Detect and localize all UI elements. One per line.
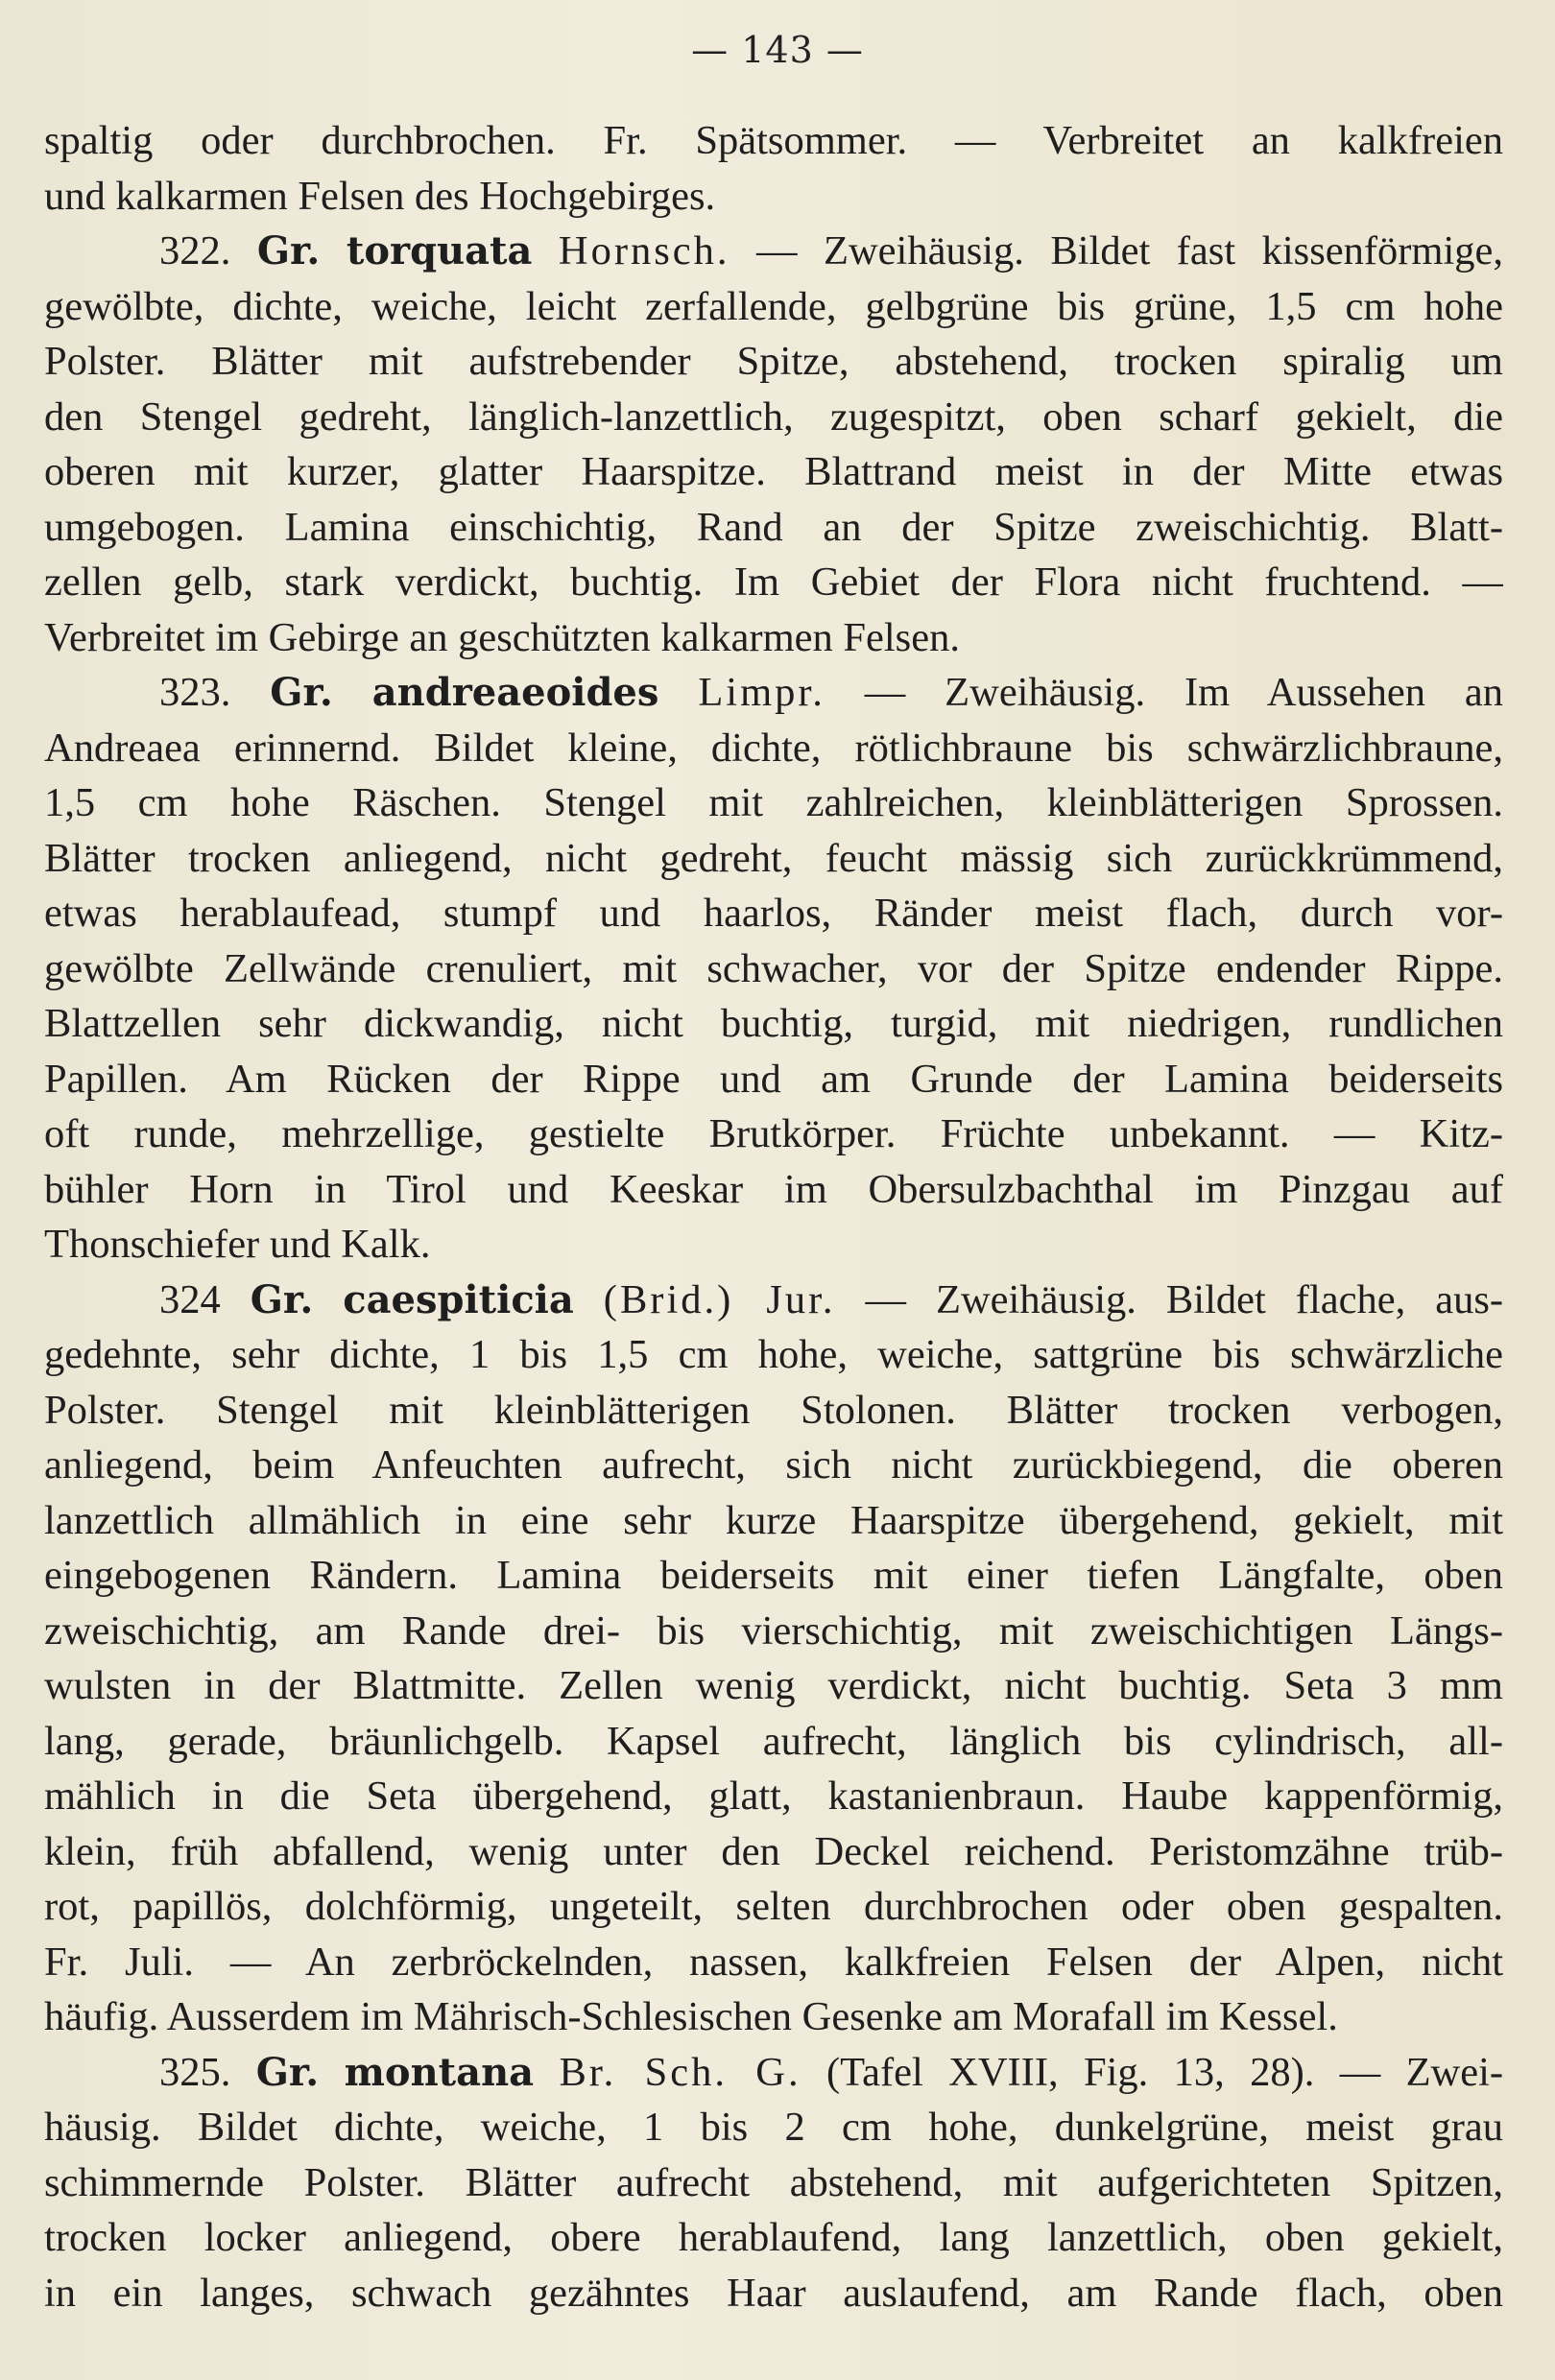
species-heading-line — [44, 1273, 1503, 1328]
species-epithet: torquata — [346, 228, 533, 274]
text-line: mählich in die Seta übergehend, glatt, kastanienbraun. Haube kappenförmig, — [44, 1773, 1503, 1819]
text-block — [44, 113, 1503, 2320]
genus-abbrev: Gr. — [250, 1276, 314, 1322]
text-line: Andreaea erinnernd. Bildet kleine, dichte, rötlichbraune bis schwärzlichbraune, — [44, 725, 1503, 771]
text-line: umgebogen. Lamina einschichtig, Rand an der Spitze zweischichtig. Blatt- — [44, 504, 1503, 550]
text-line: klein, früh abfallend, wenig unter den Deckel reichend. Peristomzähne trüb- — [44, 1828, 1503, 1874]
author-name: (Brid.) Jur. — [603, 1276, 836, 1322]
text-line: bühler Horn in Tirol und Keeskar im Obersulzbachthal im Pinzgau auf — [44, 1166, 1503, 1212]
text-line: schimmernde Polster. Blätter aufrecht abstehend, mit aufgerichteten Spitzen, — [44, 2159, 1503, 2205]
text-line: den Stengel gedreht, länglich-lanzettlich, zugespitzt, oben scharf gekielt, die — [44, 393, 1503, 440]
description-text: — Zweihäusig. Im Aussehen an — [864, 670, 1503, 715]
text-line: häufig. Ausserdem im Mährisch-Schlesischen Gesenke am Morafall im Kessel. — [44, 1994, 1338, 2039]
author-name: Br. Sch. G. — [559, 2049, 801, 2095]
text-line: spaltig oder durchbrochen. Fr. Spätsommer. — Verbreitet an kalkfreien — [44, 118, 1503, 163]
text-line: oft runde, mehrzellige, gestielte Brutkörper. Früchte unbekannt. — Kitz- — [44, 1111, 1503, 1156]
species-heading-line — [44, 2045, 1503, 2101]
text-line: gedehnte, sehr dichte, 1 bis 1,5 cm hohe, weiche, sattgrüne bis schwärzliche — [44, 1332, 1503, 1377]
species-epithet: caespiticia — [343, 1276, 574, 1322]
text-line: zweischichtig, am Rande drei- bis vierschichtig, mit zweischichtigen Längs- — [44, 1607, 1503, 1654]
text-line: eingebogenen Rändern. Lamina beiderseits mit einer tiefen Längfalte, oben — [44, 1553, 1503, 1598]
text-line: oberen mit kurzer, glatter Haarspitze. Blattrand meist in der Mitte etwas — [44, 449, 1503, 494]
genus-abbrev: Gr. — [255, 2049, 320, 2095]
text-line: und kalkarmen Felsen des Hochgebirges. — [44, 173, 716, 219]
text-line: lang, gerade, bräunlichgelb. Kapsel aufrecht, länglich bis cylindrisch, all- — [44, 1718, 1503, 1764]
species-number: 322. — [159, 228, 231, 274]
text-line: in ein langes, schwach gezähntes Haar auslaufend, am Rande flach, oben — [44, 2270, 1503, 2316]
text-line: Polster. Stengel mit kleinblätterigen Stolonen. Blätter trocken verbogen, — [44, 1387, 1503, 1433]
species-heading-line — [44, 665, 1503, 721]
text-line: anliegend, beim Anfeuchten aufrecht, sich nicht zurückbiegend, die oberen — [44, 1442, 1503, 1488]
text-line: lanzettlich allmählich in eine sehr kurze Haarspitze übergehend, gekielt, mit — [44, 1497, 1503, 1543]
text-line: wulsten in der Blattmitte. Zellen wenig verdickt, nicht buchtig. Seta 3 mm — [44, 1663, 1503, 1708]
text-line: etwas herablaufead, stumpf und haarlos, Ränder meist flach, durch vor- — [44, 891, 1503, 936]
species-number: 323. — [159, 670, 231, 715]
author-name: Limpr. — [698, 670, 825, 715]
species-number: 325. — [159, 2049, 231, 2095]
text-line: Fr. Juli. — An zerbröckelnden, nassen, kalkfreien Felsen der Alpen, nicht — [44, 1939, 1503, 1985]
text-line: Thonschiefer und Kalk. — [44, 1222, 431, 1267]
text-line: Verbreitet im Gebirge an geschützten kalkarmen Felsen. — [44, 614, 960, 660]
page-number: — 143 — — [691, 29, 864, 71]
text-line: gewölbte Zellwände crenuliert, mit schwacher, vor der Spitze endender Rippe. — [44, 945, 1503, 991]
species-epithet: montana — [344, 2049, 535, 2095]
genus-abbrev: Gr. — [270, 670, 333, 715]
author-name: Hornsch. — [558, 228, 730, 274]
text-line: Papillen. Am Rücken der Rippe und am Grunde der Lamina beiderseits — [44, 1056, 1503, 1102]
description-text: (Tafel XVIII, Fig. 13, 28). — Zwei- — [825, 2049, 1503, 2095]
species-heading-line — [44, 224, 1503, 279]
text-line: Blätter trocken anliegend, nicht gedreht, feucht mässig sich zurückkrümmend, — [44, 835, 1503, 881]
text-line: trocken locker anliegend, obere herablaufend, lang lanzettlich, oben gekielt, — [44, 2215, 1503, 2260]
description-text: — Zweihäusig. Bildet flache, aus- — [865, 1276, 1503, 1322]
species-epithet: andreaeoides — [371, 670, 659, 715]
text-line: gewölbte, dichte, weiche, leicht zerfallende, gelbgrüne bis grüne, 1,5 cm hohe — [44, 283, 1503, 329]
species-number: 324 — [159, 1276, 221, 1322]
text-line: Blattzellen sehr dickwandig, nicht buchtig, turgid, mit niedrigen, rundlichen — [44, 1001, 1503, 1046]
text-line: 1,5 cm hohe Räschen. Stengel mit zahlreichen, kleinblätterigen Sprossen. — [44, 780, 1503, 825]
text-line: häusig. Bildet dichte, weiche, 1 bis 2 cm hohe, dunkelgrüne, meist grau — [44, 2105, 1503, 2150]
genus-abbrev: Gr. — [256, 228, 321, 274]
text-line: zellen gelb, stark verdickt, buchtig. Im Gebiet der Flora nicht fruchtend. — — [44, 559, 1503, 605]
description-text: — Zweihäusig. Bildet fast kissenförmige, — [756, 228, 1503, 274]
text-line: Polster. Blätter mit aufstrebender Spitze, abstehend, trocken spiralig um — [44, 339, 1503, 384]
text-line: rot, papillös, dolchförmig, ungeteilt, selten durchbrochen oder oben gespalten. — [44, 1884, 1503, 1929]
